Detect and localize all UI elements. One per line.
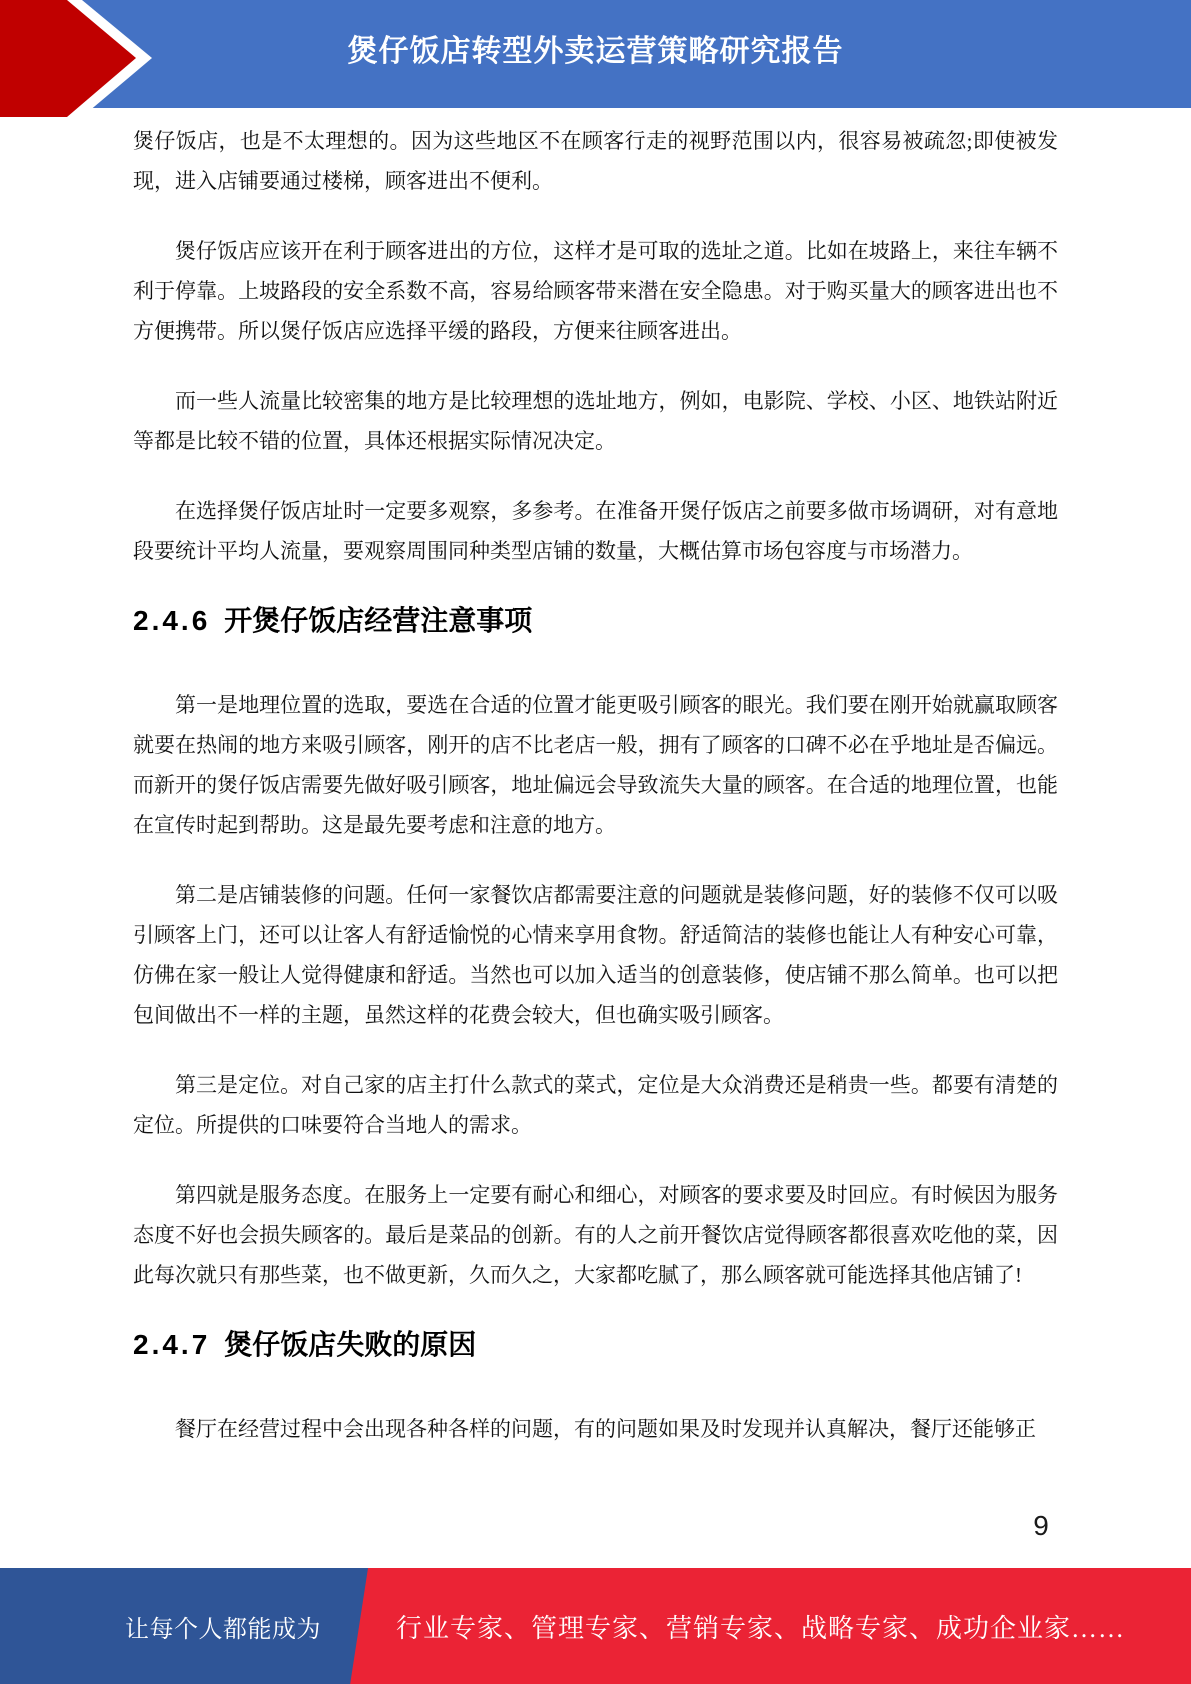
- paragraph-247-1: 餐厅在经营过程中会出现各种各样的问题，有的问题如果及时发现并认真解决，餐厅还能够正: [175, 1417, 1036, 1441]
- section-title: 煲仔饭店失败的原因: [224, 1329, 477, 1360]
- section-heading-2-4-7: [133, 1325, 1058, 1365]
- paragraph-intro-1: 煲仔饭店，也是不太理想的。因为这些地区不在顾客行走的视野范围以内，很容易被疏忽;即使被发现，进入店铺要通过楼梯，顾客进出不便利。: [133, 129, 1058, 193]
- page-content: [133, 121, 1058, 1479]
- paragraph-246-2: 第二是店铺装修的问题。任何一家餐饮店都需要注意的问题就是装修问题，好的装修不仅可以吸引顾客上门，还可以让客人有舒适愉悦的心情来享用食物。舒适简洁的装修也能让人有种安心可靠，仿佛在家一般让人觉得健康和舒适。当然也可以加入适当的创意装修，使店铺不那么简单。也可以把包间做出不一样的主题，虽然这样的花费会较大，但也确实吸引顾客。: [133, 883, 1058, 1027]
- paragraph-intro-4: 在选择煲仔饭店址时一定要多观察，多参考。在准备开煲仔饭店之前要多做市场调研，对有意地段要统计平均人流量，要观察周围同种类型店铺的数量，大概估算市场包容度与市场潜力。: [133, 499, 1058, 563]
- paragraph-intro-2: 煲仔饭店应该开在利于顾客进出的方位，这样才是可取的选址之道。比如在坡路上，来往车辆不利于停靠。上坡路段的安全系数不高，容易给顾客带来潜在安全隐患。对于购买量大的顾客进出也不方便携带。所以煲仔饭店应选择平缓的路段，方便来往顾客进出。: [133, 239, 1058, 343]
- section-title: 开煲仔饭店经营注意事项: [224, 605, 533, 636]
- header-banner: [0, 0, 1191, 108]
- section-number: 2.4.7: [133, 1329, 211, 1360]
- paragraph-246-1: 第一是地理位置的选取，要选在合适的位置才能更吸引顾客的眼光。我们要在刚开始就赢取顾客就要在热闹的地方来吸引顾客，刚开的店不比老店一般，拥有了顾客的口碑不必在乎地址是否偏远。而新开的煲仔饭店需要先做好吸引顾客，地址偏远会导致流失大量的顾客。在合适的地理位置，也能在宣传时起到帮助。这是最先要考虑和注意的地方。: [133, 693, 1058, 837]
- paragraph-246-4: 第四就是服务态度。在服务上一定要有耐心和细心，对顾客的要求要及时回应。有时候因为服务态度不好也会损失顾客的。最后是菜品的创新。有的人之前开餐饮店觉得顾客都很喜欢吃他的菜，因此每次就只有那些菜，也不做更新，久而久之，大家都吃腻了，那么顾客就可能选择其他店铺了!: [133, 1183, 1058, 1287]
- footer-slogan-right: 行业专家、管理专家、营销专家、战略专家、成功企业家……: [396, 1613, 1126, 1643]
- report-title: 煲仔饭店转型外卖运营策略研究报告: [347, 35, 844, 68]
- footer-slogan-left: 让每个人都能成为: [125, 1616, 321, 1643]
- paragraph-intro-3: 而一些人流量比较密集的地方是比较理想的选址地方，例如，电影院、学校、小区、地铁站附近等都是比较不错的位置，具体还根据实际情况决定。: [133, 389, 1058, 453]
- section-heading-2-4-6: [133, 601, 1058, 641]
- page-number: 9: [1033, 1510, 1049, 1541]
- page-footer: [0, 1568, 1191, 1684]
- section-number: 2.4.6: [133, 605, 211, 636]
- paragraph-246-3: 第三是定位。对自己家的店主打什么款式的菜式，定位是大众消费还是稍贵一些。都要有清楚的定位。所提供的口味要符合当地人的需求。: [133, 1073, 1058, 1137]
